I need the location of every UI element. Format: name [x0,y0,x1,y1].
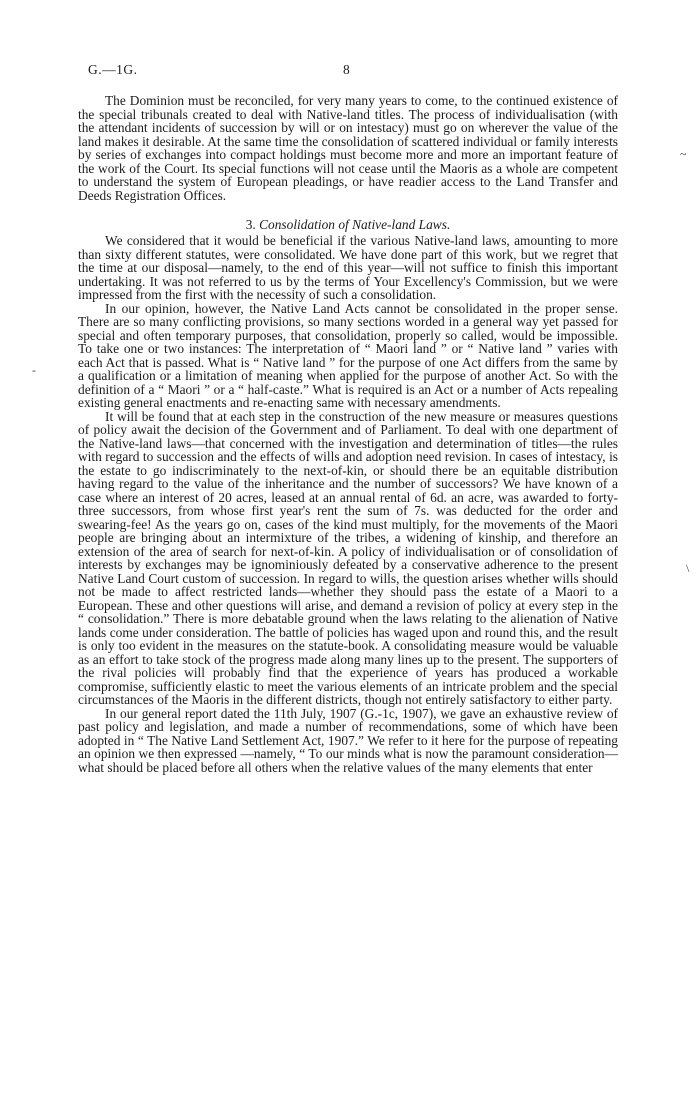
paragraph: The Dominion must be reconciled, for very many years to come, to the continued existence of the special tribunals created to deal with Native-land titles. The process of individualisation (with the attendant incidents of succession by will or on intestacy) must go on wherever the value of the land makes it desirable. At the same time the consolidation of scattered individual or family interests by series of exchanges into compact holdings must become more and more an important feature of the work of the Court. Its special functions will not cease until the Maoris as a whole are competent to understand the system of European pleadings, or have readier access to the Land Transfer and Deeds Registration Offices. [78,93,618,203]
margin-mark: \ [686,561,690,575]
section-title: Consolidation of Native-land Laws. [259,217,451,232]
body-text [78,94,618,774]
margin-mark: - [32,363,36,377]
page-header [88,62,618,80]
margin-mark: ~ [680,147,687,161]
paragraph: We considered that it would be beneficial if the various Native-land laws, amounting to more than sixty different statutes, were consolidated. We have done part of this work, but we regret that the time at our disposal—namely, to the end of this year—will not suffice to finish this important undertaking. It was not referred to us by the terms of Your Excellency's Commission, but we were impressed from the first with the necessity of such a consolidation. [78,233,618,302]
paragraph: It will be found that at each step in the construction of the new measure or measures questions of policy await the decision of the Government and of Parliament. To deal with one department of the Native-land laws—that concerned with the investigation and determination of titles—the rules with regard to succession and the effects of wills and adoption need revision. In cases of intestacy, is the estate to go indiscriminately to the next-of-kin, or should there be an equitable distribution having regard to the value of the inheritance and the number of successors? We have known of a case where an interest of 20 acres, leased at an annual rental of 6d. an acre, was awarded to forty-three successors, from whose first year's rent the sum of 7s. was deducted for the order and swearing-fee! As the years go on, cases of the kind must multiply, for the movements of the Maori people are bringing about an intermixture of the tribes, a widening of kinship, and therefore an extension of the area of search for next-of-kin. A policy of individualisation or of consolidation of interests by exchanges may be ignominiously defeated by a conservative adherence to the present Native Land Court custom of succession. In regard to wills, the question arises whether wills should not be made to affect restricted lands—whether they should pass the estate of a Maori to a European. These and other questions will arise, and demand a revision of policy at every step in the “ consolidation.” There is more debatable ground when the laws relating to the alienation of Native lands come under consideration. The battle of policies has waged upon and round this, and the result is only too evident in the measures on the statute-book. A consolidating measure would be valuable as an effort to take stock of the progress made along many lines up to the present. The supporters of the rival policies will probably find that the experience of years has produced a workable compromise, sufficiently elastic to meet the various elements of an intricate problem and the special circumstances of the Maoris in the different districts, though not entirely satisfactory to either party. [78,408,618,707]
section-number: 3. [245,217,256,232]
document-reference: G.—1G. [88,62,138,77]
paragraph: In our general report dated the 11th July, 1907 (G.-1c, 1907), we gave an exhaustive review of past policy and legislation, and made a number of recommendations, some of which have been adopted in “ The Native Land Settlement Act, 1907.” We refer to it here for the purpose of repeating an opinion we then expressed —namely, “ To our minds what is now the paramount consideration—what should be placed before all others when the relative values of the many elements that enter [78,705,618,775]
page-number: 8 [343,62,350,77]
section-heading [78,218,618,232]
paragraph: In our opinion, however, the Native Land Acts cannot be consolidated in the proper sense. There are so many conflicting provisions, so many sections worded in a general way yet passed for special and often temporary purposes, that consolidation, properly so called, would be impossible. To take one or two instances: The interpretation of “ Maori land ” or “ Native land ” varies with each Act that is passed. What is “ Native land ” for the purpose of one Act differs from the same by a qualification or a limitation of meaning when applied for the purpose of another Act. So with the definition of a “ Maori ” or a “ half-caste.” What is required is an Act or a number of Acts repealing existing general enactments and re-enacting same with necessary amendments. [78,300,618,410]
